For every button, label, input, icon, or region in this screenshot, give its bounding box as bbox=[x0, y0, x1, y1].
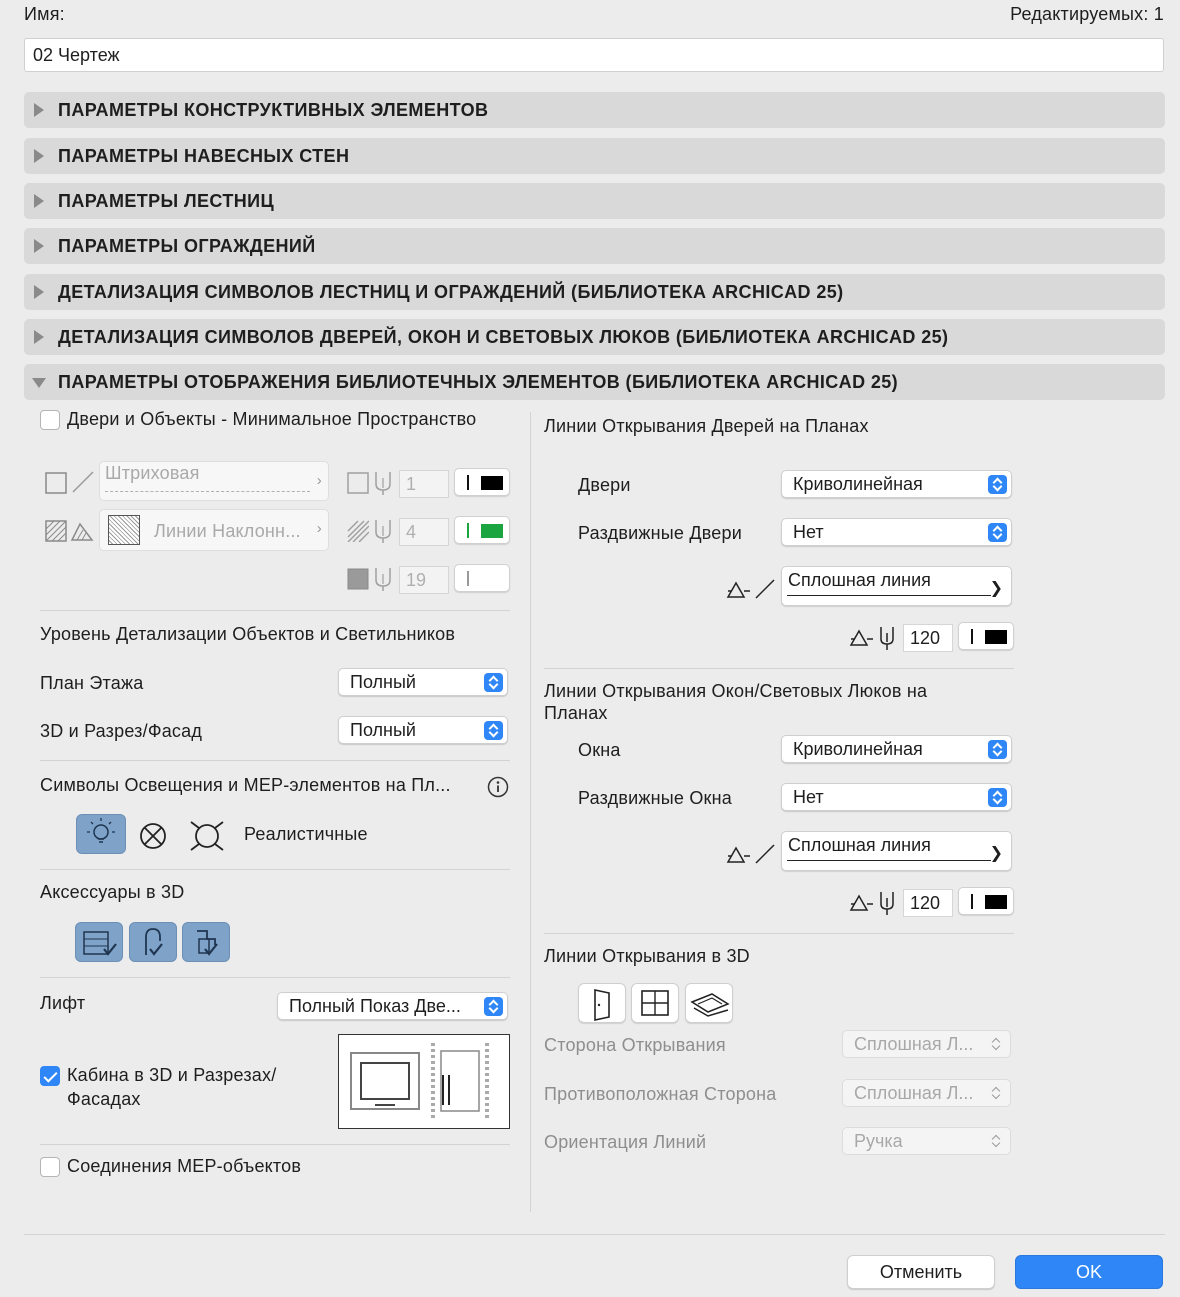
section-railings[interactable] bbox=[24, 228, 1165, 264]
lift-select[interactable] bbox=[277, 992, 508, 1020]
disclosure-triangle-icon bbox=[34, 103, 44, 117]
lighting-circle-cross-button[interactable] bbox=[138, 821, 168, 851]
detail-level-title: Уровень Детализации Объектов и Светильников bbox=[40, 624, 456, 644]
column-divider bbox=[530, 412, 531, 1212]
select-arrows-icon bbox=[484, 997, 503, 1016]
hatch-slope-icon bbox=[70, 520, 94, 542]
section-title: ПАРАМЕТРЫ ЛЕСТНИЦ bbox=[58, 191, 275, 211]
divider bbox=[40, 610, 510, 611]
select-arrows-icon bbox=[987, 1084, 1006, 1103]
chevron-right-icon: › bbox=[316, 520, 322, 537]
window-pen-icon bbox=[849, 890, 899, 916]
opposite-side-select[interactable] bbox=[842, 1079, 1011, 1107]
floor-plan-select[interactable] bbox=[338, 668, 508, 696]
section-stair-symbols[interactable] bbox=[24, 274, 1165, 310]
name-input[interactable]: 02 Чертеж bbox=[24, 38, 1164, 72]
section-title: ПАРАМЕТРЫ ОГРАЖДЕНИЙ bbox=[58, 236, 316, 256]
window-line-type-picker[interactable] bbox=[781, 831, 1012, 871]
door-line-type-picker[interactable] bbox=[781, 566, 1012, 606]
line-diagonal-icon bbox=[71, 470, 95, 494]
door-pen-number[interactable]: 120 bbox=[903, 624, 953, 652]
window-lines-title-line2: Планах bbox=[544, 703, 608, 723]
select-arrows-icon bbox=[987, 1132, 1006, 1151]
section-curtain-walls[interactable] bbox=[24, 138, 1165, 174]
solid-line-preview bbox=[787, 860, 991, 861]
cancel-button[interactable]: Отменить bbox=[847, 1255, 995, 1289]
section-view-label: 3D и Разрез/Фасад bbox=[40, 721, 203, 741]
line-pen-color[interactable] bbox=[454, 468, 510, 496]
floor-plan-label: План Этажа bbox=[40, 673, 144, 693]
hatch-pen-number[interactable]: 4 bbox=[399, 518, 449, 546]
sliding-windows-select[interactable] bbox=[781, 783, 1012, 811]
accessories-label: Аксессуары в 3D bbox=[40, 882, 185, 902]
hatch-pen-color[interactable] bbox=[454, 516, 510, 544]
hatch-fill-icon bbox=[45, 520, 67, 542]
divider bbox=[544, 668, 1014, 669]
window-line-type-value: Сплошная линия bbox=[788, 835, 931, 855]
disclosure-triangle-icon bbox=[34, 194, 44, 208]
window-line-icon bbox=[726, 842, 776, 866]
background-pen-number[interactable]: 19 bbox=[399, 566, 449, 594]
section-library-display[interactable] bbox=[24, 364, 1165, 400]
opposite-side-value: Сплошная Л... bbox=[854, 1083, 974, 1103]
section-title: ПАРАМЕТРЫ ОТОБРАЖЕНИЯ БИБЛИОТЕЧНЫХ ЭЛЕМЕНТОВ (БИБЛИОТЕКА ARCHICAD 25) bbox=[58, 372, 899, 392]
select-arrows-icon bbox=[484, 721, 503, 740]
divider bbox=[40, 869, 510, 870]
name-label: Имя: bbox=[24, 4, 65, 24]
light-bulb-icon bbox=[77, 815, 125, 853]
floor-plan-value: Полный bbox=[350, 672, 416, 692]
windows-value: Криволинейная bbox=[793, 739, 923, 759]
footer-divider bbox=[24, 1234, 1165, 1235]
select-arrows-icon bbox=[988, 788, 1007, 807]
line-orientation-select[interactable] bbox=[842, 1127, 1011, 1155]
select-arrows-icon bbox=[987, 1035, 1006, 1054]
disclosure-triangle-open-icon bbox=[32, 378, 46, 388]
sliding-doors-value: Нет bbox=[793, 522, 824, 542]
windows-label: Окна bbox=[578, 740, 621, 760]
3d-door-button[interactable] bbox=[578, 983, 626, 1023]
door-pen-icon bbox=[849, 625, 899, 651]
select-arrows-icon bbox=[988, 740, 1007, 759]
select-arrows-icon bbox=[988, 475, 1007, 494]
lift-value: Полный Показ Две... bbox=[289, 996, 461, 1016]
window-pen-number[interactable]: 120 bbox=[903, 889, 953, 917]
window-icon bbox=[632, 984, 678, 1022]
sliding-doors-select[interactable] bbox=[781, 518, 1012, 546]
pen-icon bbox=[372, 566, 394, 592]
lift-label: Лифт bbox=[40, 993, 86, 1013]
line-type-picker[interactable] bbox=[99, 461, 329, 501]
min-space-checkbox[interactable] bbox=[40, 410, 60, 430]
section-title: ПАРАМЕТРЫ КОНСТРУКТИВНЫХ ЭЛЕМЕНТОВ bbox=[58, 100, 489, 120]
doors-label: Двери bbox=[578, 475, 631, 495]
line-square-icon bbox=[45, 472, 67, 494]
lighting-symbols-label: Символы Освещения и MEP-элементов на Пл... bbox=[40, 775, 451, 795]
background-pen-color[interactable] bbox=[454, 564, 510, 592]
accessories-faucet-button[interactable] bbox=[129, 922, 177, 962]
disclosure-triangle-icon bbox=[34, 285, 44, 299]
section-door-symbols[interactable] bbox=[24, 319, 1165, 355]
opposite-side-label: Противоположная Сторона bbox=[544, 1084, 777, 1104]
mep-connections-label: Соединения MEP-объектов bbox=[67, 1156, 302, 1176]
chevron-right-icon: ❯ bbox=[989, 580, 1003, 597]
background-fill-icon bbox=[347, 568, 369, 590]
cabin-label-line2: Фасадах bbox=[67, 1089, 141, 1109]
lamp-symbol-icon bbox=[189, 819, 225, 853]
door-pen-color[interactable] bbox=[958, 622, 1014, 650]
opening-side-select[interactable] bbox=[842, 1030, 1011, 1058]
select-arrows-icon bbox=[484, 673, 503, 692]
lighting-realistic-button[interactable] bbox=[76, 814, 126, 854]
skylight-icon bbox=[686, 984, 732, 1022]
disclosure-triangle-icon bbox=[34, 330, 44, 344]
select-arrows-icon bbox=[988, 523, 1007, 542]
chevron-right-icon: ❯ bbox=[989, 845, 1003, 862]
hatch-lines-icon bbox=[347, 520, 369, 542]
disclosure-triangle-icon bbox=[34, 149, 44, 163]
hatch-type-value: Линии Наклонн... bbox=[154, 521, 301, 541]
line-pen-number[interactable]: 1 bbox=[399, 470, 449, 498]
door-line-icon bbox=[726, 577, 776, 601]
faucet-check-icon bbox=[130, 923, 176, 961]
section-title: ПАРАМЕТРЫ НАВЕСНЫХ СТЕН bbox=[58, 146, 350, 166]
window-lines-title-line1: Линии Открывания Окон/Световых Люков на bbox=[544, 681, 928, 701]
door-line-type-value: Сплошная линия bbox=[788, 570, 931, 590]
section-title: ДЕТАЛИЗАЦИЯ СИМВОЛОВ ЛЕСТНИЦ И ОГРАЖДЕНИЙ (БИБЛИОТЕКА ARCHICAD 25) bbox=[58, 282, 844, 302]
mep-connections-checkbox[interactable] bbox=[40, 1157, 60, 1177]
lines-3d-title: Линии Открывания в 3D bbox=[544, 946, 750, 966]
dashed-line-preview bbox=[105, 491, 310, 492]
editable-count: Редактируемых: 1 bbox=[1010, 4, 1164, 24]
3d-window-button[interactable] bbox=[631, 983, 679, 1023]
pen-icon bbox=[372, 518, 394, 544]
section-structural[interactable] bbox=[24, 92, 1165, 128]
hatch-type-picker[interactable] bbox=[99, 509, 329, 551]
lighting-mode-value: Реалистичные bbox=[244, 824, 368, 844]
lighting-symbolic-button[interactable] bbox=[189, 819, 225, 853]
section-view-value: Полный bbox=[350, 720, 416, 740]
lift-cabin-preview bbox=[338, 1034, 510, 1129]
disclosure-triangle-icon bbox=[34, 239, 44, 253]
accessories-drawers-button[interactable] bbox=[75, 922, 123, 962]
section-title: ДЕТАЛИЗАЦИЯ СИМВОЛОВ ДВЕРЕЙ, ОКОН И СВЕТОВЫХ ЛЮКОВ (БИБЛИОТЕКА ARCHICAD 25) bbox=[58, 327, 949, 347]
sliding-windows-value: Нет bbox=[793, 787, 824, 807]
pen-icon bbox=[372, 470, 394, 496]
line-orientation-label: Ориентация Линий bbox=[544, 1132, 707, 1152]
ok-button[interactable]: OK bbox=[1015, 1255, 1163, 1289]
cabin-checkbox[interactable] bbox=[40, 1066, 60, 1086]
door-lines-title: Линии Открывания Дверей на Планах bbox=[544, 416, 869, 436]
divider bbox=[40, 977, 510, 978]
line-orientation-value: Ручка bbox=[854, 1131, 903, 1151]
windows-select[interactable] bbox=[781, 735, 1012, 763]
hatch-pattern-preview bbox=[108, 515, 140, 545]
chevron-right-icon: › bbox=[316, 472, 322, 489]
line-type-value: Штриховая bbox=[105, 463, 200, 483]
pen-square-icon bbox=[347, 472, 369, 494]
info-icon[interactable] bbox=[487, 776, 509, 798]
section-view-select[interactable] bbox=[338, 716, 508, 744]
accessories-hanger-button[interactable] bbox=[182, 922, 230, 962]
opening-side-value: Сплошная Л... bbox=[854, 1034, 974, 1054]
door-icon bbox=[579, 984, 625, 1022]
sliding-doors-label: Раздвижные Двери bbox=[578, 523, 742, 543]
doors-select[interactable] bbox=[781, 470, 1012, 498]
divider bbox=[40, 760, 510, 761]
divider bbox=[544, 933, 1014, 934]
divider bbox=[40, 1144, 510, 1145]
solid-line-preview bbox=[787, 595, 991, 596]
cabin-label-line1: Кабина в 3D и Разрезах/ bbox=[67, 1065, 277, 1085]
opening-side-label: Сторона Открывания bbox=[544, 1035, 726, 1055]
3d-skylight-button[interactable] bbox=[685, 983, 733, 1023]
min-space-label: Двери и Объекты - Минимальное Пространство bbox=[67, 409, 477, 429]
sliding-windows-label: Раздвижные Окна bbox=[578, 788, 732, 808]
window-pen-color[interactable] bbox=[958, 887, 1014, 915]
drawers-check-icon bbox=[76, 923, 122, 961]
doors-value: Криволинейная bbox=[793, 474, 923, 494]
circle-cross-icon bbox=[138, 821, 168, 851]
lift-diagram-icon bbox=[339, 1035, 509, 1127]
section-stairs[interactable] bbox=[24, 183, 1165, 219]
hanger-check-icon bbox=[183, 923, 229, 961]
